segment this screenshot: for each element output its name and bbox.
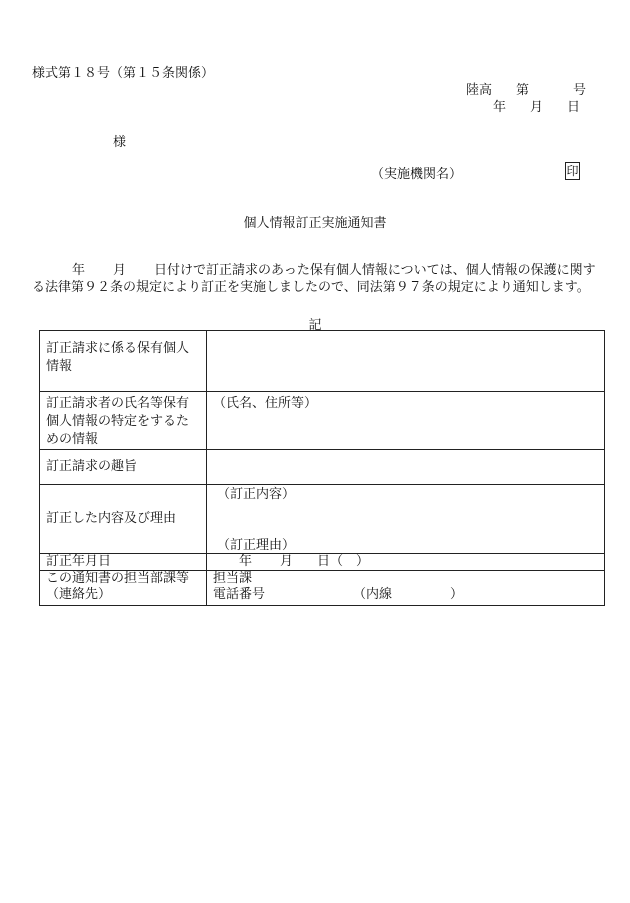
reason-label: （訂正理由） (217, 538, 296, 553)
info-table (39, 330, 605, 606)
table-row (40, 450, 605, 485)
row-label (40, 571, 207, 606)
contact-label-line2: （連絡先） (46, 587, 112, 602)
row-value (207, 554, 605, 571)
addressee: 様 (113, 135, 127, 150)
row-value: （氏名、住所等） (207, 392, 605, 450)
correction-month: 月 (280, 554, 294, 569)
table-row (40, 571, 605, 606)
row-value (207, 485, 605, 554)
ki-heading: 記 (308, 318, 322, 333)
table-row (40, 331, 605, 392)
row-label: 訂正請求に係る保有個人情報 (40, 331, 207, 392)
row-value (207, 571, 605, 606)
body-year: 年 (72, 263, 86, 278)
document-title: 個人情報訂正実施通知書 (243, 216, 387, 231)
body-paragraph (32, 262, 604, 296)
row-value (207, 450, 605, 485)
section-label: 担当課 (213, 571, 253, 586)
row-label: 訂正した内容及び理由 (40, 485, 207, 554)
doc-number-dai: 第 (516, 83, 530, 98)
row-label: 訂正請求者の氏名等保有個人情報の特定をするための情報 (40, 392, 207, 450)
correction-day: 日 (317, 554, 331, 569)
content-label: （訂正内容） (217, 487, 296, 502)
row-label: 訂正年月日 (40, 554, 207, 571)
extension-close: ） (450, 587, 464, 602)
phone-line (213, 587, 598, 603)
body-month: 月 (113, 263, 127, 278)
table-row (40, 392, 605, 450)
body-text: 日付けで訂正請求のあった保有個人情報については、個人情報の保護に関する法律第９２条の規定により訂正を実施しましたので、同法第９７条の規定により通知します。 (32, 263, 596, 295)
doc-number-go: 号 (573, 83, 587, 98)
doc-number-prefix: 陸高 (466, 83, 493, 98)
doc-date-month: 月 (530, 100, 544, 115)
table-row (40, 554, 605, 571)
phone-label: 電話番号 (213, 587, 266, 602)
form-number: 様式第１８号（第１５条関係） (32, 66, 215, 81)
row-value (207, 331, 605, 392)
correction-year: 年 (239, 554, 253, 569)
doc-date-year: 年 (493, 100, 507, 115)
document-date (493, 96, 580, 115)
extension-label: （内線 (353, 587, 393, 602)
doc-date-day: 日 (567, 100, 581, 115)
table-row (40, 485, 605, 554)
seal-box: 印 (566, 164, 579, 178)
correction-weekday: （ ） (330, 554, 370, 569)
row-label: 訂正請求の趣旨 (40, 450, 207, 485)
issuer-name: （実施機関名） (371, 167, 463, 182)
contact-label-line1: この通知書の担当部課等 (46, 571, 190, 586)
